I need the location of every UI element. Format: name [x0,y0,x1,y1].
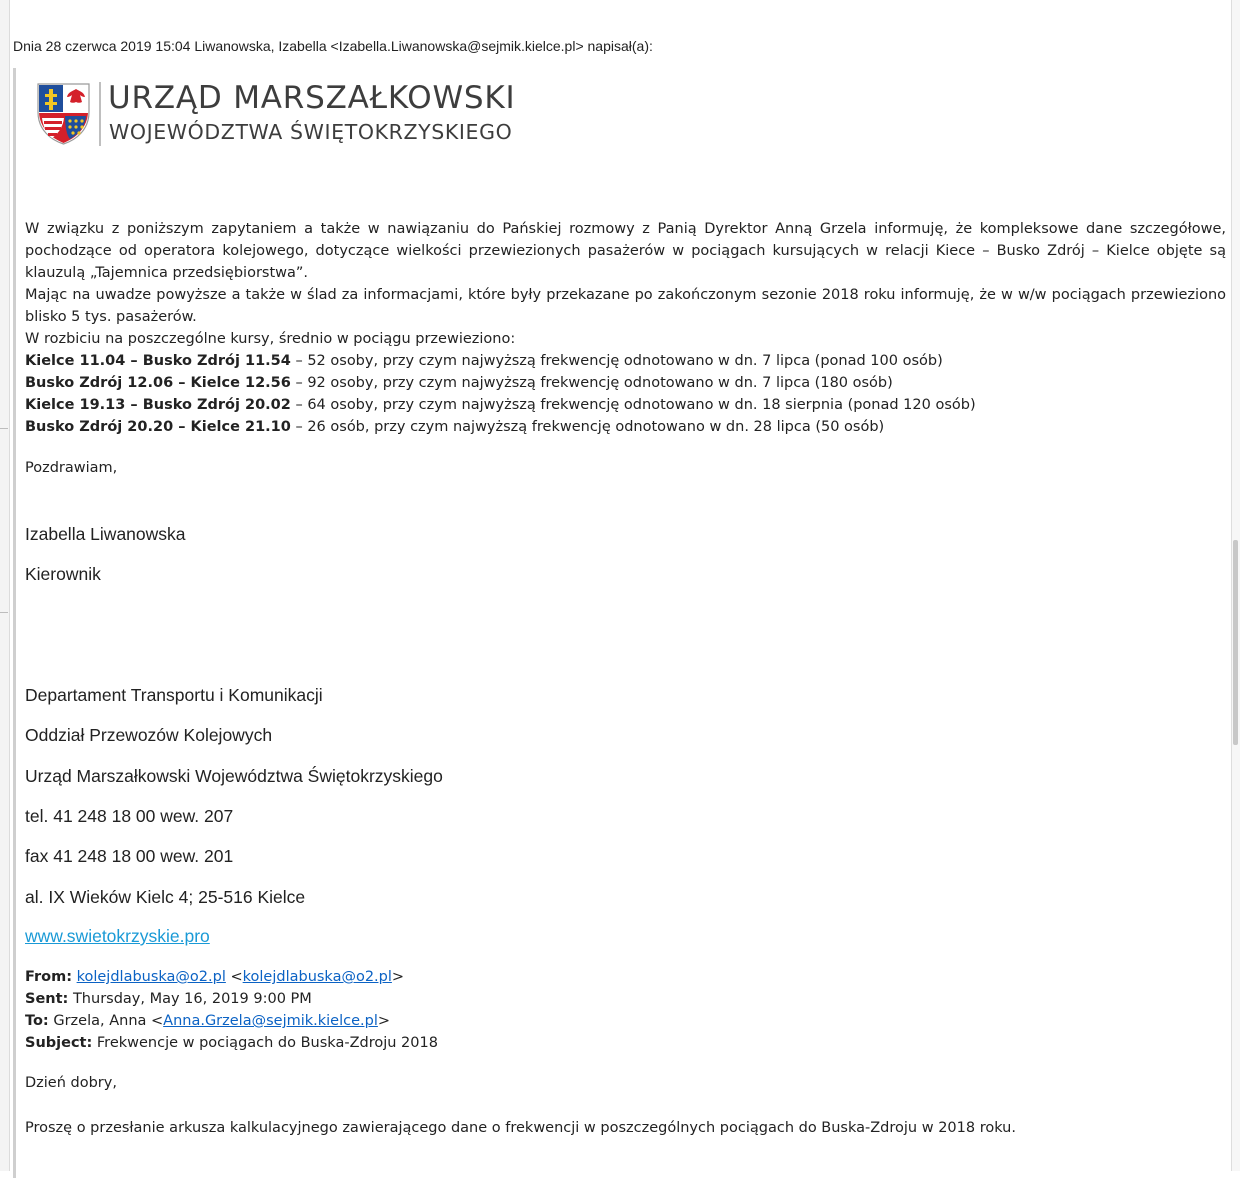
left-window-edge [0,0,10,1171]
sent-label: Sent: [25,991,69,1007]
subject-value: Frekwencje w pociągach do Buska-Zdroju 2018 [96,1035,438,1051]
train-route-line [25,416,1226,438]
signature-name: Izabella Liwanowska [25,524,186,544]
closing-greeting: Pozdrawiam, [25,460,118,476]
vertical-scrollbar[interactable] [1231,0,1240,1171]
original-message-headers [25,966,438,1054]
train-route: Kielce 19.13 – Busko Zdrój 20.02 [25,397,291,413]
message-intro: W rozbiciu na poszczególne kursy, średnio w pociągu przewieziono: [25,331,516,347]
sent-value: Thursday, May 16, 2019 9:00 PM [72,991,312,1007]
office-logo [36,82,536,150]
coat-of-arms-icon [36,82,91,146]
subject-label: Subject: [25,1035,93,1051]
logo-subtitle: WOJEWÓDZTWA ŚWIĘTOKRZYSKIEGO [109,120,513,144]
scrollbar-thumb[interactable] [1233,540,1238,745]
original-greeting: Dzień dobry, [25,1075,117,1091]
train-route: Kielce 11.04 – Busko Zdrój 11.54 [25,353,291,369]
signature-title: Kierownik [25,564,101,584]
train-route: Busko Zdrój 12.06 – Kielce 12.56 [25,375,291,391]
signature-office: Urząd Marszałkowski Województwa Świętokrzyskiego [25,766,443,786]
signature-address: al. IX Wieków Kielc 4; 25-516 Kielce [25,887,306,907]
to-label: To: [25,1013,49,1029]
to-line: To: Grzela, Anna <Anna.Grzela@sejmik.kielce.pl> [25,1013,391,1029]
quote-bar [13,68,16,1178]
train-route-line [25,372,1226,394]
subject-line [25,1032,438,1054]
from-email-link[interactable]: kolejdlabuska@o2.pl [242,969,392,985]
signature-department: Departament Transportu i Komunikacji [25,685,323,705]
to-email-link[interactable]: Anna.Grzela@sejmik.kielce.pl [163,1013,378,1029]
from-line: From: kolejdlabuska@o2.pl <kolejdlabuska@o2.pl> [25,969,405,985]
message-paragraph: W związku z poniższym zapytaniem a także w nawiązaniu do Pańskiej rozmowy z Panią Dyrektor Anną Grzela informuję, że kompleksowe dane szczegółowe, pochodzące od operatora kolejowego, dotyczące wielkości przewiezionych pasażerów w pociągach kursujących w relacji Kiece – Busko Zdrój – Kielce objęte są klauzulą „Tajemnica przedsiębiorstwa”. [25,221,1226,281]
train-route-detail: – 26 osób, przy czym najwyższą frekwencję odnotowano w dn. 28 lipca (50 osób) [290,419,885,435]
reply-header: Dnia 28 czerwca 2019 15:04 Liwanowska, Izabella <Izabella.Liwanowska@sejmik.kielce.pl> napisał(a): [13,38,653,54]
website-link[interactable]: www.swietokrzyskie.pro [25,926,210,946]
from-name-link[interactable]: kolejdlabuska@o2.pl [76,969,226,985]
original-body: Proszę o przesłanie arkusza kalkulacyjnego zawierającego dane o frekwencji w poszczególnych pociągach do Buska-Zdroju w 2018 roku. [25,1120,1016,1136]
logo-divider [99,82,101,146]
signature-phone: tel. 41 248 18 00 wew. 207 [25,806,234,826]
logo-title: URZĄD MARSZAŁKOWSKI [108,80,516,116]
train-route-line [25,394,1226,416]
message-body [25,218,1226,438]
train-route-detail: – 64 osoby, przy czym najwyższą frekwencję odnotowano w dn. 18 sierpnia (ponad 120 osób) [290,397,976,413]
message-paragraph: Mając na uwadze powyższe a także w ślad za informacjami, które były przekazane po zakończonym sezonie 2018 roku informuję, że w w/w pociągach przewieziono blisko 5 tys. pasażerów. [25,287,1226,325]
signature-division: Oddział Przewozów Kolejowych [25,725,273,745]
edge-notch [0,428,8,429]
train-route: Busko Zdrój 20.20 – Kielce 21.10 [25,419,291,435]
train-route-line [25,350,1226,372]
sent-line [25,988,438,1010]
to-name: Grzela, Anna [53,1013,147,1029]
signature-fax: fax 41 248 18 00 wew. 201 [25,846,234,866]
train-route-detail: – 52 osoby, przy czym najwyższą frekwencję odnotowano w dn. 7 lipca (ponad 100 osób) [290,353,943,369]
from-label: From: [25,969,72,985]
train-route-detail: – 92 osoby, przy czym najwyższą frekwencję odnotowano w dn. 7 lipca (180 osób) [290,375,893,391]
edge-notch [0,612,8,613]
